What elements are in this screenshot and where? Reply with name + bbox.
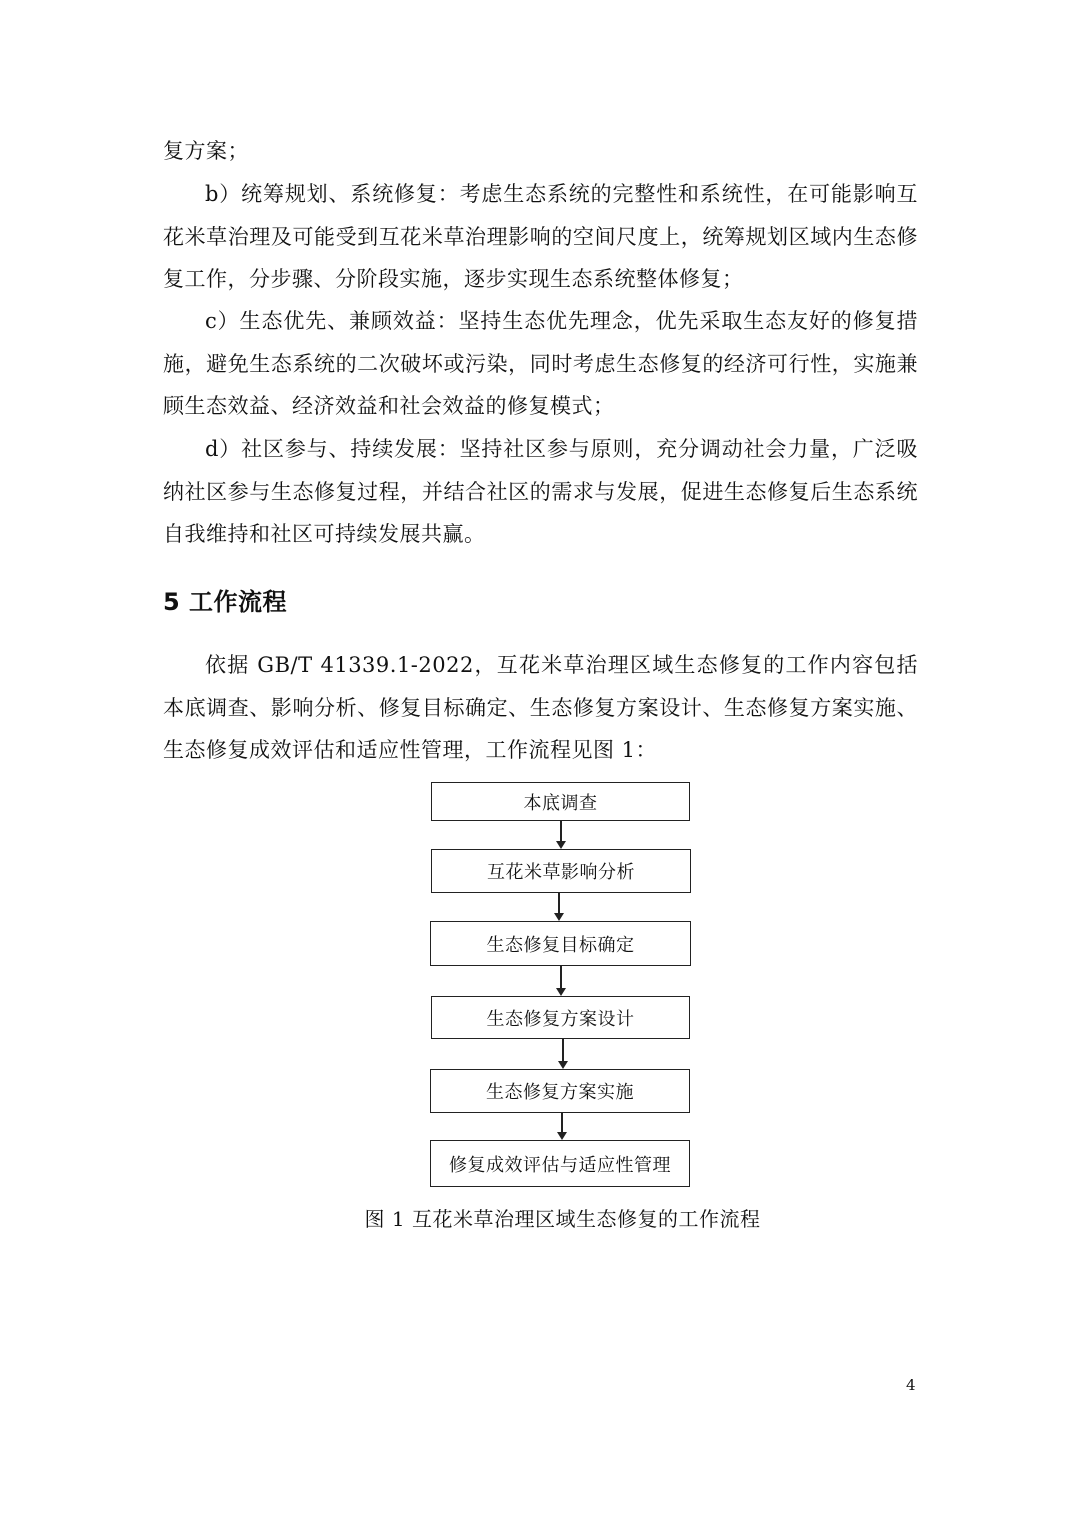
flow-step-5-label: 生态修复方案实施: [486, 1082, 634, 1103]
flow-step-4-label: 生态修复方案设计: [486, 1008, 635, 1030]
flow-step-5: [430, 1069, 690, 1113]
flow-step-1-label: 本底调查: [523, 792, 598, 814]
flow-step-2-label: 互花米草影响分析: [487, 862, 635, 883]
flow-arrow-5: [556, 1113, 568, 1140]
flow-arrow-2: [553, 893, 565, 921]
page-number: 4: [906, 1376, 916, 1394]
flow-step-2: [431, 849, 691, 893]
flow-step-6: [430, 1140, 690, 1187]
figure-caption: 图 1 互花米草治理区域生态修复的工作流程: [364, 1207, 761, 1231]
paragraph-item-d: d）社区参与、持续发展：坚持社区参与原则，充分调动社会力量，广泛吸纳社区参与生态修复过程，并结合社区的需求与发展，促进生态修复后生态系统自我维持和社区可持续发展共赢。: [163, 437, 918, 546]
flow-arrow-4: [557, 1039, 569, 1069]
flow-step-4: [431, 996, 690, 1039]
flow-step-3: [430, 921, 691, 966]
flow-arrow-1: [555, 821, 567, 849]
section-intro-paragraph: 依据 GB/T 41339.1-2022，互花米草治理区域生态修复的工作内容包括本底调查、影响分析、修复目标确定、生态修复方案设计、生态修复方案实施、生态修复成效评估和适应性管理，工作流程见图 1：: [163, 653, 918, 762]
flow-arrow-3: [555, 966, 567, 996]
flow-step-3-label: 生态修复目标确定: [486, 934, 635, 956]
flow-step-6-label: 修复成效评估与适应性管理: [449, 1154, 671, 1176]
paragraph-continuation: 复方案；: [163, 139, 249, 163]
flow-step-1: [431, 782, 690, 821]
paragraph-item-c: c）生态优先、兼顾效益：坚持生态优先理念，优先采取生态友好的修复措施，避免生态系统的二次破坏或污染，同时考虑生态修复的经济可行性，实施兼顾生态效益、经济效益和社会效益的修复模式；: [163, 309, 918, 418]
section-heading: 5 工作流程: [163, 588, 288, 616]
paragraph-item-b: b）统筹规划、系统修复：考虑生态系统的完整性和系统性，在可能影响互花米草治理及可能受到互花米草治理影响的空间尺度上，统筹规划区域内生态修复工作，分步骤、分阶段实施，逐步实现生态系统整体修复；: [163, 182, 918, 291]
